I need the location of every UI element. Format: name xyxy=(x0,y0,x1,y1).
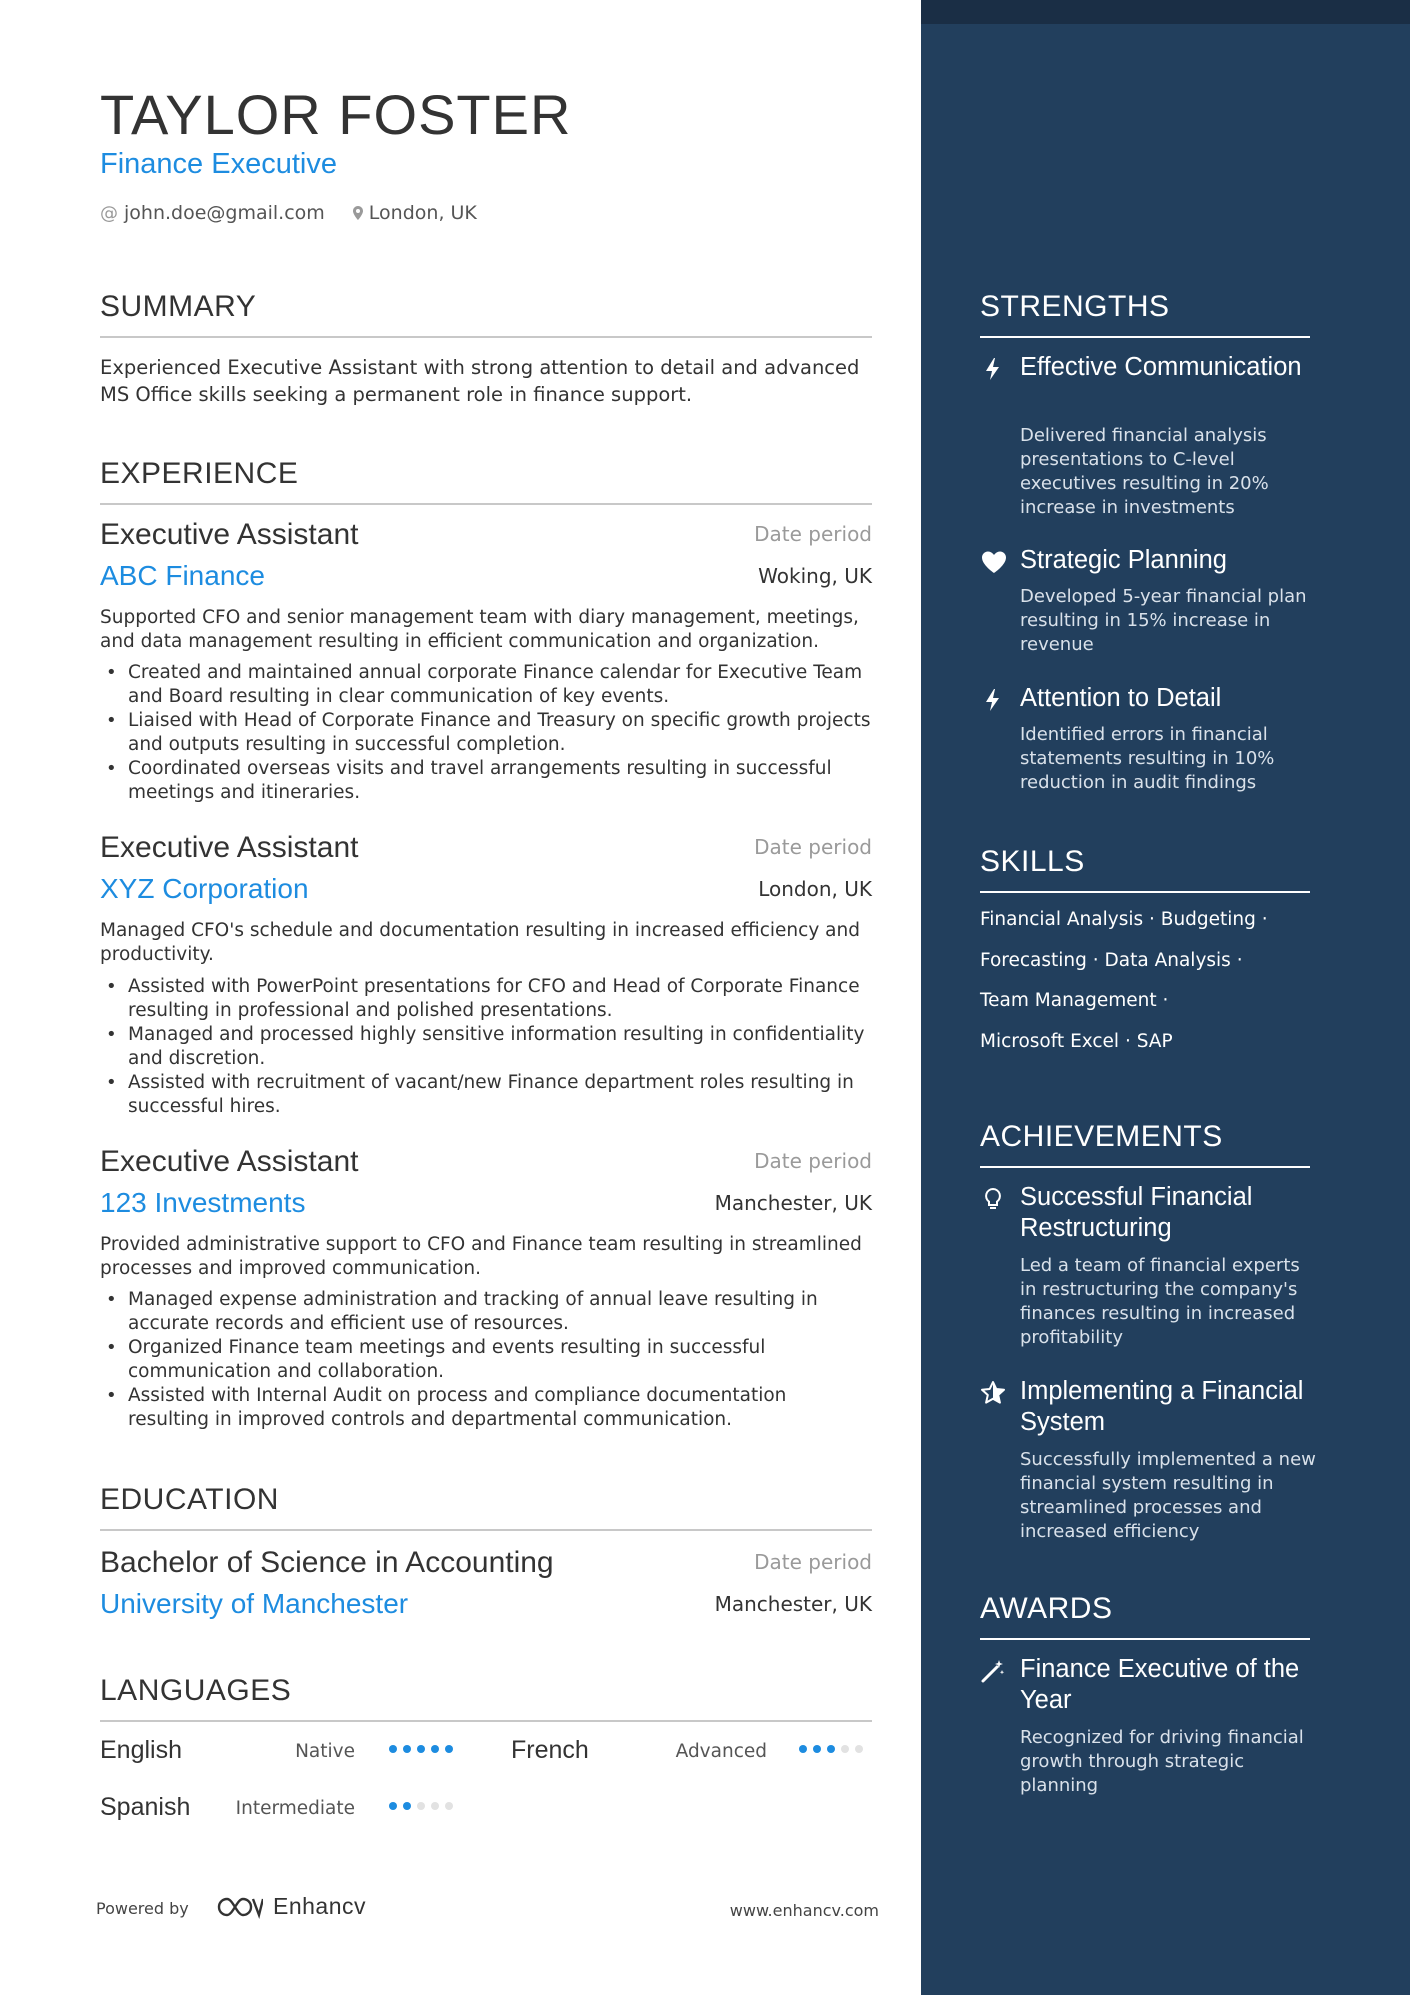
rating-dot-empty xyxy=(855,1745,863,1753)
award-title: Finance Executive of the Year xyxy=(1020,1655,1300,1714)
rating-dot-filled xyxy=(813,1745,821,1753)
rating-dot-filled xyxy=(431,1745,439,1753)
award-description: Recognized for driving financial growth through strategic planning xyxy=(1020,1727,1304,1796)
languages-heading: LANGUAGES xyxy=(100,1674,292,1707)
language-level: Native xyxy=(295,1741,355,1762)
education-date: Date period xyxy=(754,1550,872,1574)
heart-icon xyxy=(980,549,1006,575)
enhancv-logo[interactable] xyxy=(215,1893,366,1920)
education-heading: EDUCATION xyxy=(100,1483,279,1516)
job-bullets xyxy=(100,1288,872,1432)
achievement-title: Successful Financial Restructuring xyxy=(1020,1183,1253,1242)
summary-divider xyxy=(100,336,872,338)
rating-dot-empty xyxy=(445,1802,453,1810)
lightning-icon xyxy=(980,356,1006,382)
job-bullet: • Assisted with recruitment of vacant/new Finance department roles resulting in successful hires. xyxy=(100,1071,872,1119)
job-description: Managed CFO's schedule and documentation resulting in increased efficiency and productivity. xyxy=(100,920,860,965)
rating-dot-empty xyxy=(417,1802,425,1810)
job-location: Woking, UK xyxy=(758,564,872,588)
lightbulb-icon xyxy=(980,1186,1006,1212)
rating-dot-filled xyxy=(799,1745,807,1753)
language-level: Intermediate xyxy=(235,1798,355,1819)
summary-text: Experienced Executive Assistant with strong attention to detail and advanced MS Office skills seeking a permanent role in finance support. xyxy=(100,356,860,406)
summary-heading: SUMMARY xyxy=(100,290,257,323)
language-name: English xyxy=(100,1736,182,1764)
education-degree: Bachelor of Science in Accounting xyxy=(100,1546,554,1579)
job-date: Date period xyxy=(754,835,872,859)
rating-dot-filled xyxy=(389,1802,397,1810)
location-contact xyxy=(353,202,477,224)
job-bullet: • Liaised with Head of Corporate Finance and Treasury on specific growth projects and outputs resulting in successful completion. xyxy=(100,709,872,757)
job-bullet: • Assisted with Internal Audit on process and compliance documentation resulting in improved controls and departmental communication. xyxy=(100,1384,872,1432)
language-rating xyxy=(389,1802,453,1810)
achievement-description: Successfully implemented a new financial system resulting in streamlined processes and increased efficiency xyxy=(1020,1449,1316,1542)
rating-dot-filled xyxy=(445,1745,453,1753)
job-company[interactable]: ABC Finance xyxy=(100,560,265,591)
rating-dot-empty xyxy=(841,1745,849,1753)
language-name: Spanish xyxy=(100,1793,191,1821)
job-bullets xyxy=(100,661,872,805)
enhancv-brand-text: Enhancv xyxy=(273,1893,367,1919)
experience-heading: EXPERIENCE xyxy=(100,457,299,490)
education-divider xyxy=(100,1529,872,1531)
job-role: Executive Assistant xyxy=(100,1145,359,1178)
languages-divider xyxy=(100,1720,872,1722)
language-name: French xyxy=(511,1736,589,1764)
candidate-title: Finance Executive xyxy=(100,148,337,180)
email-text: john.doe@gmail.com xyxy=(124,202,325,224)
language-level: Advanced xyxy=(675,1741,767,1762)
job-date: Date period xyxy=(754,1149,872,1173)
job-bullet: • Managed expense administration and tracking of annual leave resulting in accurate records and efficient use of resources. xyxy=(100,1288,872,1336)
job-location: Manchester, UK xyxy=(714,1191,872,1215)
location-text: London, UK xyxy=(368,202,477,224)
job-role: Executive Assistant xyxy=(100,518,359,551)
contact-info xyxy=(100,202,477,224)
enhancv-url[interactable]: www.enhancv.com xyxy=(729,1901,879,1920)
skills-divider xyxy=(980,891,1310,893)
magic-wand-icon xyxy=(980,1658,1006,1684)
experience-divider xyxy=(100,503,872,505)
rating-dot-filled xyxy=(389,1745,397,1753)
achievements-heading: ACHIEVEMENTS xyxy=(980,1120,1223,1153)
skill-row: Forecasting · Data Analysis · xyxy=(980,950,1243,971)
job-bullet: • Created and maintained annual corporate Finance calendar for Executive Team and Board resulting in clear communication of key events. xyxy=(100,661,872,709)
job-bullet: • Coordinated overseas visits and travel arrangements resulting in successful meetings and itineraries. xyxy=(100,757,872,805)
language-rating xyxy=(799,1745,863,1753)
strength-title: Effective Communication xyxy=(1020,353,1302,381)
skill-row: Financial Analysis · Budgeting · xyxy=(980,909,1268,930)
job-location: London, UK xyxy=(758,877,872,901)
lightning-icon xyxy=(980,687,1006,713)
job-role: Executive Assistant xyxy=(100,831,359,864)
achievements-divider xyxy=(980,1166,1310,1168)
language-rating xyxy=(389,1745,453,1753)
strengths-divider xyxy=(980,336,1310,338)
skill-row: Team Management · xyxy=(980,990,1169,1011)
education-location: Manchester, UK xyxy=(714,1592,872,1616)
achievement-description: Led a team of financial experts in restructuring the company's finances resulting in increased profitability xyxy=(1020,1255,1300,1348)
education-school[interactable]: University of Manchester xyxy=(100,1588,409,1619)
at-icon: @ xyxy=(100,202,118,224)
rating-dot-filled xyxy=(827,1745,835,1753)
job-company[interactable]: 123 Investments xyxy=(100,1187,306,1218)
job-description: Provided administrative support to CFO and Finance team resulting in streamlined processes and improved communication. xyxy=(100,1234,862,1279)
strength-title: Attention to Detail xyxy=(1020,684,1222,712)
location-pin-icon xyxy=(353,206,363,220)
strength-description: Delivered financial analysis presentations to C-level executives resulting in 20% increase in investments xyxy=(1020,425,1269,518)
job-company[interactable]: XYZ Corporation xyxy=(100,873,309,904)
rating-dot-filled xyxy=(417,1745,425,1753)
email-contact[interactable] xyxy=(100,202,325,224)
candidate-name: TAYLOR FOSTER xyxy=(100,83,572,146)
rating-dot-empty xyxy=(431,1802,439,1810)
strength-title: Strategic Planning xyxy=(1020,546,1227,574)
job-description: Supported CFO and senior management team with diary management, meetings, and data management resulting in efficient communication and organization. xyxy=(100,607,859,652)
star-icon xyxy=(980,1380,1006,1406)
skills-heading: SKILLS xyxy=(980,845,1085,878)
rating-dot-filled xyxy=(403,1802,411,1810)
powered-by-label: Powered by xyxy=(96,1899,189,1918)
job-bullet: • Assisted with PowerPoint presentations for CFO and Head of Corporate Finance resulting in professional and polished presentations. xyxy=(100,975,872,1023)
sidebar-top-bar xyxy=(921,0,1410,24)
skill-row: Microsoft Excel · SAP xyxy=(980,1031,1173,1052)
job-bullet: • Organized Finance team meetings and events resulting in successful communication and collaboration. xyxy=(100,1336,872,1384)
awards-heading: AWARDS xyxy=(980,1592,1113,1625)
rating-dot-filled xyxy=(403,1745,411,1753)
enhancv-logo-icon xyxy=(215,1895,263,1919)
job-date: Date period xyxy=(754,522,872,546)
job-bullets xyxy=(100,975,872,1119)
strengths-heading: STRENGTHS xyxy=(980,290,1170,323)
job-bullet: • Managed and processed highly sensitive information resulting in confidentiality and discretion. xyxy=(100,1023,872,1071)
awards-divider xyxy=(980,1638,1310,1640)
achievement-title: Implementing a Financial System xyxy=(1020,1377,1304,1436)
strength-description: Developed 5-year financial plan resulting in 15% increase in revenue xyxy=(1020,586,1307,655)
strength-description: Identified errors in financial statements resulting in 10% reduction in audit findings xyxy=(1020,724,1275,793)
